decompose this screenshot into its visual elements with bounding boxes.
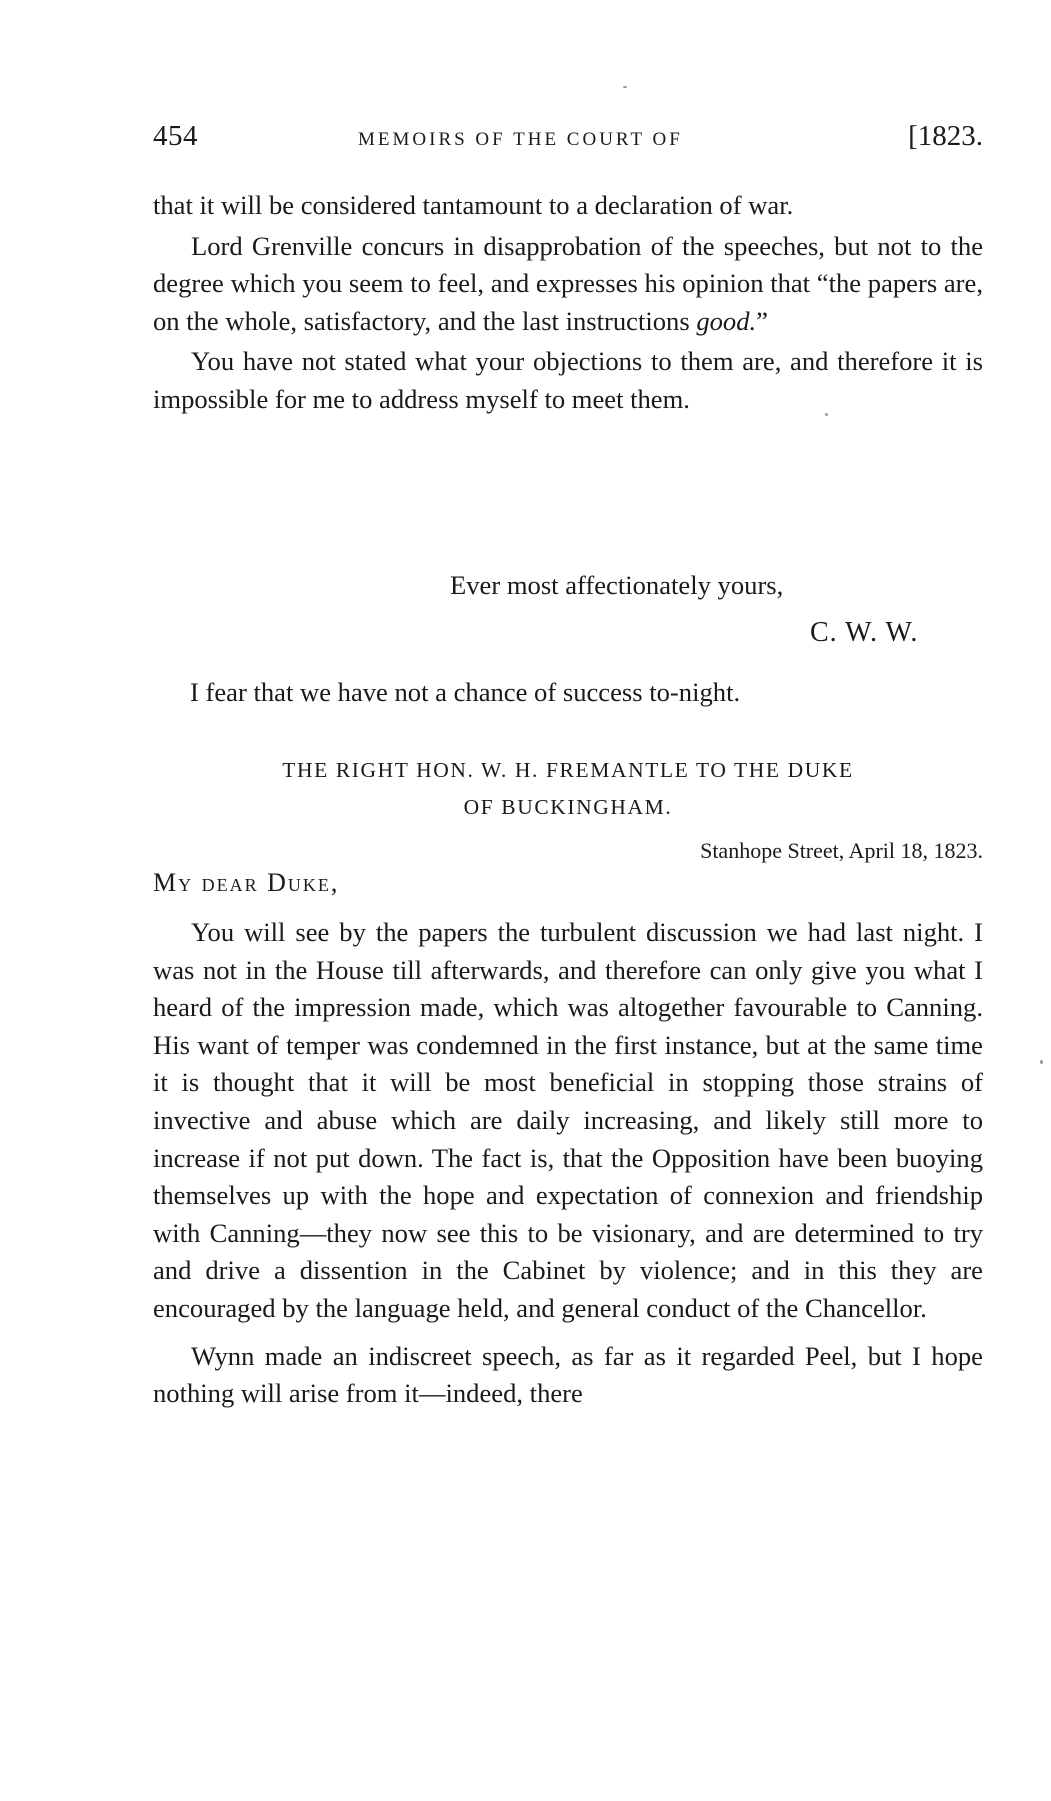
italic-text: good. <box>696 305 757 336</box>
letter-continuation <box>153 187 983 419</box>
paragraph: Wynn made an indiscreet speech, as far as it regarded Peel, but I hope nothing will arise from it—indeed, there <box>153 1340 983 1409</box>
paragraph-text: ” <box>756 305 768 336</box>
paragraph-text: Lord Grenville concurs in disapprobation of the speeches, but not to the degree which you seem to feel, and expresses his opinion that “the papers are, on the whole, satisfactory, and the last instructions <box>153 230 983 336</box>
paragraph: You have not stated what your objections to them are, and therefore it is impossible for me to address myself to meet them. <box>153 346 983 414</box>
running-title: MEMOIRS OF THE COURT OF <box>358 129 683 150</box>
valediction: Ever most affectionately yours, <box>450 570 784 600</box>
print-speck <box>623 86 627 88</box>
print-speck <box>1040 1060 1043 1064</box>
signature: C. W. W. <box>810 617 919 648</box>
paragraph: You will see by the papers the turbulent discussion we had last night. I was not in the House till afterwards, and therefore can only give you what I heard of the impression made, which was altogether favourable to Canning. His want of temper was condemned in the first instance, but at the same time it is thought that it will be most beneficial in stopping those strains of invective and abuse which are daily increasing, and likely still more to increase if not put down. The fact is, that the Opposition have been buoying themselves up with the hope and expectation of connexion and friendship with Canning—they now see this to be visionary, and are determined to try and drive a dissention in the Cabinet by violence; and in this they are encouraged by the language held, and general conduct of the Chancellor. <box>153 917 983 1323</box>
letter-body <box>153 914 983 1413</box>
letter-heading-line: THE RIGHT HON. W. H. FREMANTLE TO THE DUKE <box>282 758 854 782</box>
paragraph <box>153 228 983 341</box>
page-number: 454 <box>153 120 198 152</box>
postscript: I fear that we have not a chance of success to-night. <box>190 677 741 707</box>
letter-heading <box>153 752 983 826</box>
letter-heading-line: OF BUCKINGHAM. <box>463 795 673 819</box>
paragraph: that it will be considered tantamount to a declaration of war. <box>153 190 794 220</box>
header-year: [1823. <box>908 120 983 152</box>
dateline: Stanhope Street, April 18, 1823. <box>700 838 983 863</box>
running-header <box>153 120 983 164</box>
salutation: My dear Duke, <box>153 868 340 897</box>
